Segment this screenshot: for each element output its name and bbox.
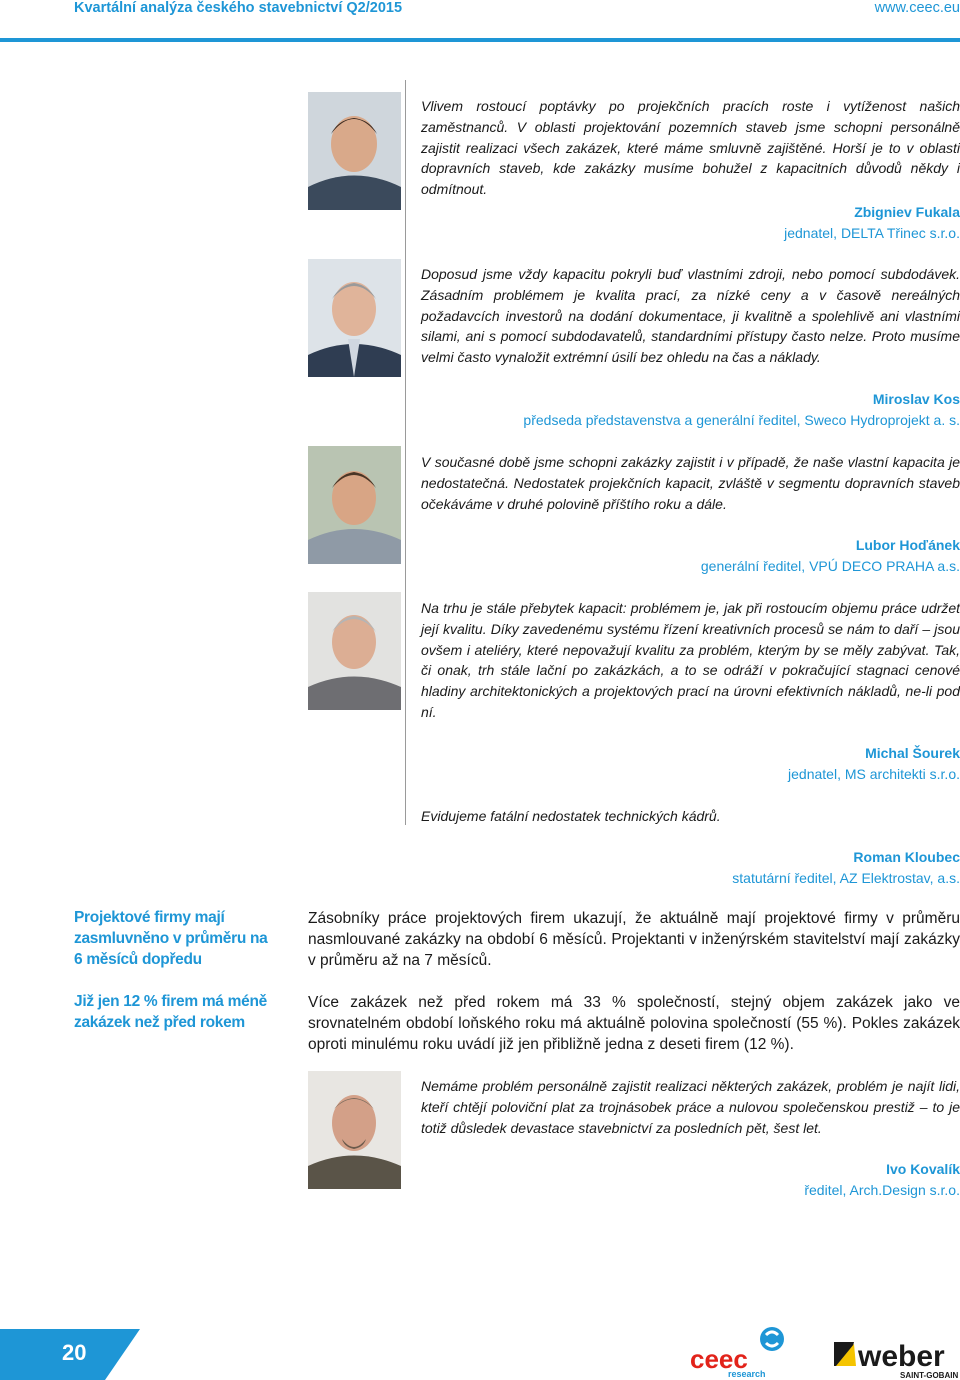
quote-text: Doposud jsme vždy kapacitu pokryli buď vlastními zdroji, nebo pomocí subdodávek. Zásadním problémem je kvalita prací, za nízké ceny a v časově nereálných požadavcích investorů na dodání dokumentace, ji kvalitně a spolehlivě ani vlastními silami, ani s pomocí subdodavatelů, standardními přístupy často nelze. Proto musíme velmi často vynaložit extrémní úsilí bez ohledu na čas a náklady. — [421, 266, 960, 366]
weber-logo-text: weber — [858, 1340, 945, 1373]
quote-author — [804, 1159, 960, 1201]
body-paragraph: Více zakázek než před rokem má 33 % společností, stejný objem zakázek jako ve srovnatelném období loňského roku má aktuálně polovina společností (55 %). Pokles zakázek oproti minulému roku uvádí již jen přibližně jedna z deseti firem (12 %). — [308, 994, 960, 1053]
author-role: ředitel, Arch.Design s.r.o. — [804, 1181, 960, 1198]
quote-text: V současné době jsme schopni zakázky zajistit i v případě, že naše vlastní kapacita je nedostatečná. Nedostatek projekčních kapacit, zvláště v segmentu dopravních staveb očekáváme v druhé polovině příštího roku a dále. — [421, 454, 960, 512]
ceec-logo-text: ceec — [690, 1344, 748, 1374]
quote-author — [523, 389, 960, 431]
author-name: Michal Šourek — [865, 745, 960, 761]
portrait-photo — [308, 259, 401, 377]
author-role: jednatel, DELTA Třinec s.r.o. — [784, 224, 960, 241]
author-role: předseda představenstva a generální ředitel, Sweco Hydroprojekt a. s. — [523, 411, 960, 428]
body-paragraph: Zásobníky práce projektových firem ukazují, že aktuálně mají projektové firmy v průměru nasmlouvané zakázky na období 6 měsíců. Projektanti v inženýrském stavitelství mají zakázky v průměru až na 7 měsíců. — [308, 910, 960, 969]
header-rule — [0, 38, 960, 42]
highlight-text: Projektové firmy mají zasmluvněno v průměru na 6 měsíců dopředu — [74, 909, 268, 968]
quote-author — [701, 535, 960, 577]
ceec-logo-subtext: research — [728, 1369, 766, 1378]
author-name: Lubor Hoďánek — [855, 537, 960, 553]
portrait-photo — [308, 1071, 401, 1189]
weber-logo-subtext: SAINT-GOBAIN — [900, 1371, 959, 1380]
portrait-photo — [308, 92, 401, 210]
column-divider — [405, 80, 406, 825]
quote-text: Vlivem rostoucí poptávky po projekčních pracích roste i vytíženost našich zaměstnanců. V oblasti projektování pozemních staveb jsme schopni personálně zajistit realizaci všech zakázek, které máme smluvně zajištěné. Horší je to v oblasti dopravních staveb, kde zakázky musíme bohužel z kapacitních důvodů někdy i odmítnout. — [421, 98, 960, 198]
author-name: Miroslav Kos — [872, 391, 960, 407]
author-name: Roman Kloubec — [853, 849, 960, 865]
quote-text: Na trhu je stále přebytek kapacit: problémem je, jak při rostoucím objemu práce udržet její kvalitu. Díky zavedenému systému řízení kreativních procesů se nám to daří – jsou ovšem i ateliéry, které nepovažují kvalitu za problém, kterým by se měly zabývat. Tak, či onak, trh stále lační po zakázkách, a to se odráží v pokračující stagnaci cenové hladiny architektonických a projektových prací na úrovni efektivních nákladů, ne-li pod ní. — [421, 600, 960, 720]
highlight-text: Již jen 12 % firem má méně zakázek než před rokem — [74, 993, 267, 1031]
weber-saint-gobain-logo — [832, 1336, 960, 1380]
author-role: statutární ředitel, AZ Elektrostav, a.s. — [732, 869, 960, 886]
quote-author — [788, 743, 960, 785]
ceec-research-logo — [688, 1324, 788, 1378]
portrait-photo — [308, 592, 401, 710]
website-link[interactable]: www.ceec.eu — [874, 0, 960, 16]
report-title: Kvartální analýza českého stavebnictví Q2/2015 — [74, 0, 403, 16]
author-role: generální ředitel, VPÚ DECO PRAHA a.s. — [700, 557, 960, 574]
page-number: 20 — [62, 1340, 87, 1365]
quote-author — [784, 202, 960, 244]
author-role: jednatel, MS architekti s.r.o. — [788, 765, 960, 782]
page-header — [0, 0, 960, 38]
quote-text: Evidujeme fatální nedostatek technických kádrů. — [421, 808, 721, 824]
quote-text: Nemáme problém personálně zajistit realizaci některých zakázek, problém je najít lidi, kteří chtějí poloviční plat za trojnásobek práce a nulovou společenskou prestiž – to je totiž důsledek devastace stavebnictví za posledních pět, šest let. — [421, 1078, 960, 1136]
author-name: Ivo Kovalík — [886, 1161, 960, 1177]
author-name: Zbigniev Fukala — [854, 204, 960, 220]
quote-author — [732, 847, 960, 889]
portrait-photo — [308, 446, 401, 564]
